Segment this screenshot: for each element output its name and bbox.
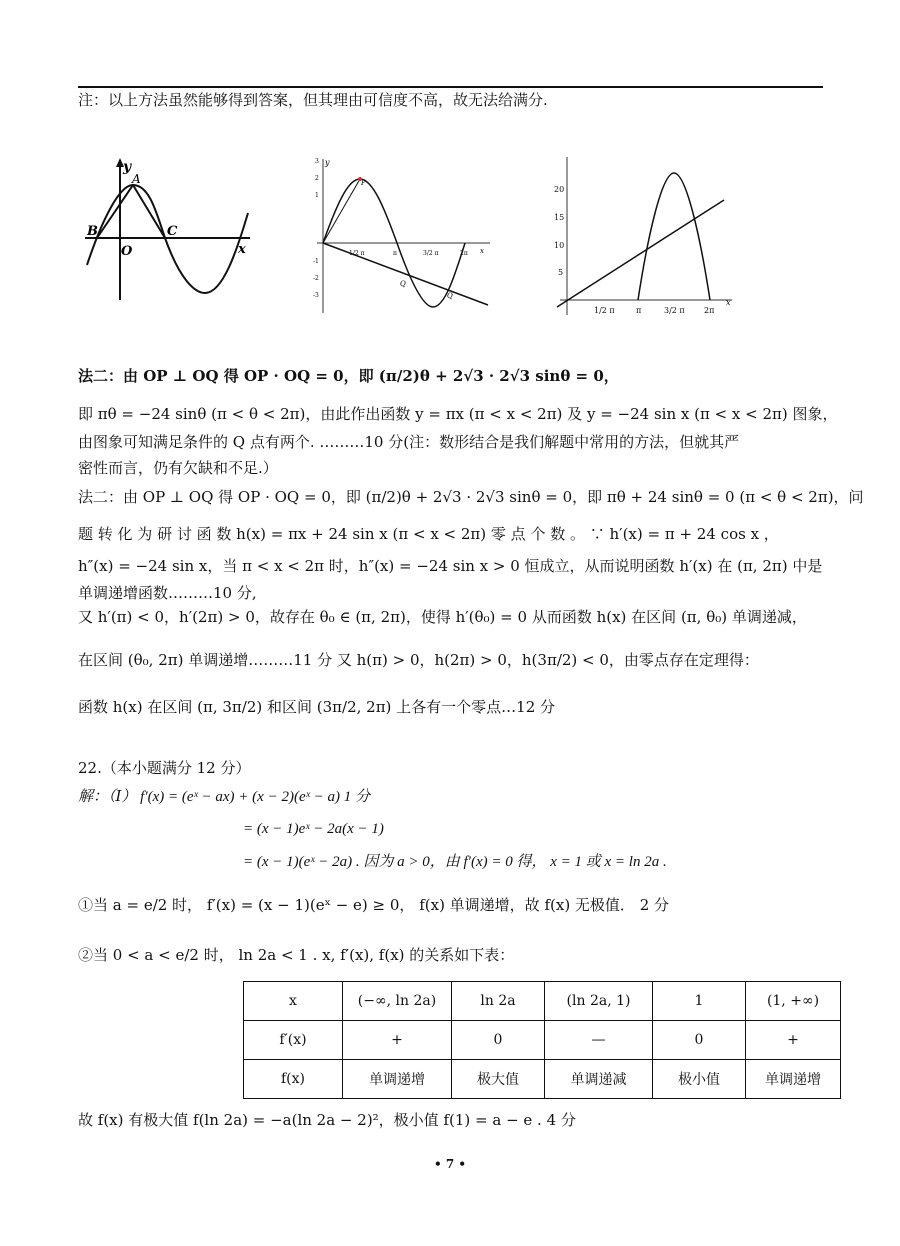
figure-3-graph	[552, 155, 737, 320]
table-cell: 0	[452, 1021, 545, 1060]
table-cell: f(x)	[244, 1060, 343, 1099]
table-cell: 极小值	[653, 1060, 746, 1099]
method2-line1: 法二：由 OP ⊥ OQ 得 OP · OQ = 0，即 (π/2)θ + 2√3 · 2√3 sinθ = 0，	[78, 367, 619, 385]
figure-1-sine-graph	[85, 155, 260, 305]
table-cell: (ln 2a, 1)	[545, 982, 653, 1021]
table-cell: —	[545, 1021, 653, 1060]
method3-line1: 法二：由 OP ⊥ OQ 得 OP · OQ = 0，即 (π/2)θ + 2√3 · 2√3 sinθ = 0，即 πθ + 24 sinθ = 0 (π < θ < 2π)，问	[78, 488, 864, 506]
fig1-label-A: A	[132, 172, 141, 186]
fig2-tick-pi: π	[393, 250, 397, 257]
solution-step3: = (x − 1)(eˣ − 2a) . 因为 a > 0，由 f′(x) = 0 得， x = 1 或 x = ln 2a .	[243, 854, 667, 870]
fig1-label-B: B	[87, 224, 98, 239]
solution-step1: 解：（Ⅰ） f′(x) = (eˣ − ax) + (x − 2)(eˣ − a) 1 分	[78, 789, 370, 805]
fig3-tick-two-pi: 2π	[704, 306, 715, 315]
fig1-label-O: O	[121, 244, 133, 259]
case-2: ②当 0 < a < e/2 时， ln 2a < 1 . x, f′(x), f(x) 的关系如下表：	[78, 946, 515, 964]
method2-line2: 即 πθ = −24 sinθ (π < θ < 2π)，由此作出函数 y = πx (π < x < 2π) 及 y = −24 sin x (π < x < 2π) 图象，	[78, 405, 838, 423]
svg-text:-1: -1	[313, 258, 319, 265]
fig3-tick-pi: π	[636, 306, 642, 315]
fig3-tick-5: 5	[558, 268, 564, 277]
method3-line4: 单调递增函数………10 分,	[78, 584, 257, 602]
fig2-tick-three-half-pi: 3/2 π	[423, 250, 439, 257]
monotonicity-table	[243, 981, 841, 1099]
svg-text:-3: -3	[313, 292, 319, 299]
fig2-label-y: y	[325, 158, 330, 167]
table-cell: (1, +∞)	[746, 982, 841, 1021]
fig2-tick-half-pi: 1/2 π	[349, 250, 365, 257]
table-row	[244, 982, 841, 1021]
table-cell: x	[244, 982, 343, 1021]
table-cell: +	[343, 1021, 452, 1060]
note-text: 注：以上方法虽然能够得到答案，但其理由可信度不高，故无法给满分.	[78, 91, 548, 109]
page-number: • 7 •	[433, 1157, 467, 1171]
case-1: ①当 a = e/2 时， f′(x) = (x − 1)(eˣ − e) ≥ 0， f(x) 单调递增，故 f(x) 无极值． 2 分	[78, 896, 670, 914]
fig3-tick-three-half-pi: 3/2 π	[664, 306, 685, 315]
problem-22-heading: 22.（本小题满分 12 分）	[78, 759, 251, 777]
table-cell: +	[746, 1021, 841, 1060]
table-cell: 1	[653, 982, 746, 1021]
table-cell: 单调递增	[343, 1060, 452, 1099]
table-cell: 单调递增	[746, 1060, 841, 1099]
table-cell: 极大值	[452, 1060, 545, 1099]
fig3-tick-20: 20	[554, 185, 565, 194]
fig2-label-Q2: Q	[447, 292, 453, 300]
fig1-label-C: C	[167, 224, 178, 239]
method3-line7: 函数 h(x) 在区间 (π, 3π/2) 和区间 (3π/2, 2π) 上各有一个零点…12 分	[78, 698, 556, 716]
solution-step2: = (x − 1)eˣ − 2a(x − 1)	[243, 821, 384, 837]
figure-2-sine-line-graph	[305, 155, 495, 315]
method3-line2: 题 转 化 为 研 讨 函 数 h(x) = πx + 24 sin x (π < x < 2π) 零 点 个 数 。 ∵ h′(x) = π + 24 cos x ，	[78, 525, 779, 543]
fig2-label-Q1: Q	[400, 280, 406, 288]
fig3-tick-15: 15	[554, 213, 565, 222]
table-cell: ln 2a	[452, 982, 545, 1021]
final-answer: 故 f(x) 有极大值 f(ln 2a) = −a(ln 2a − 2)²，极小值 f(1) = a − e . 4 分	[78, 1111, 576, 1129]
table-cell: 单调递减	[545, 1060, 653, 1099]
table-cell: f′(x)	[244, 1021, 343, 1060]
fig3-tick-half-pi: 1/2 π	[594, 306, 615, 315]
header-rule	[78, 86, 823, 88]
fig2-label-x: x	[480, 247, 484, 255]
fig1-label-y: y	[123, 159, 132, 175]
table-cell: (−∞, ln 2a)	[343, 982, 452, 1021]
table-row	[244, 1060, 841, 1099]
fig2-tick-two-pi: 2π	[460, 250, 468, 257]
table-cell: 0	[653, 1021, 746, 1060]
table-row	[244, 1021, 841, 1060]
svg-text:-2: -2	[313, 275, 319, 282]
svg-text:1: 1	[315, 192, 319, 199]
fig1-label-x: x	[238, 242, 246, 257]
svg-text:3: 3	[315, 158, 319, 165]
fig3-label-x: x	[726, 298, 731, 307]
method3-line5: 又 h′(π) < 0，h′(2π) > 0，故存在 θ₀ ∈ (π, 2π)，使得 h′(θ₀) = 0 从而函数 h(x) 在区间 (π, θ₀) 单调递减，	[78, 608, 807, 626]
method2-line4: 密性而言，仍有欠缺和不足.）	[78, 459, 278, 477]
method2-line3: 由图象可知满足条件的 Q 点有两个. ………10 分(注：数形结合是我们解题中常用的方法，但就其严	[78, 433, 740, 451]
method3-line6: 在区间 (θ₀, 2π) 单调递增………11 分 又 h(π) > 0，h(2π) > 0，h(3π/2) < 0，由零点存在定理得：	[78, 651, 759, 669]
fig3-tick-10: 10	[554, 241, 565, 250]
fig2-label-P: P	[361, 179, 366, 187]
svg-text:2: 2	[315, 175, 319, 182]
method3-line3: h″(x) = −24 sin x，当 π < x < 2π 时，h″(x) = −24 sin x > 0 恒成立，从而说明函数 h′(x) 在 (π, 2π) 中是	[78, 557, 823, 575]
